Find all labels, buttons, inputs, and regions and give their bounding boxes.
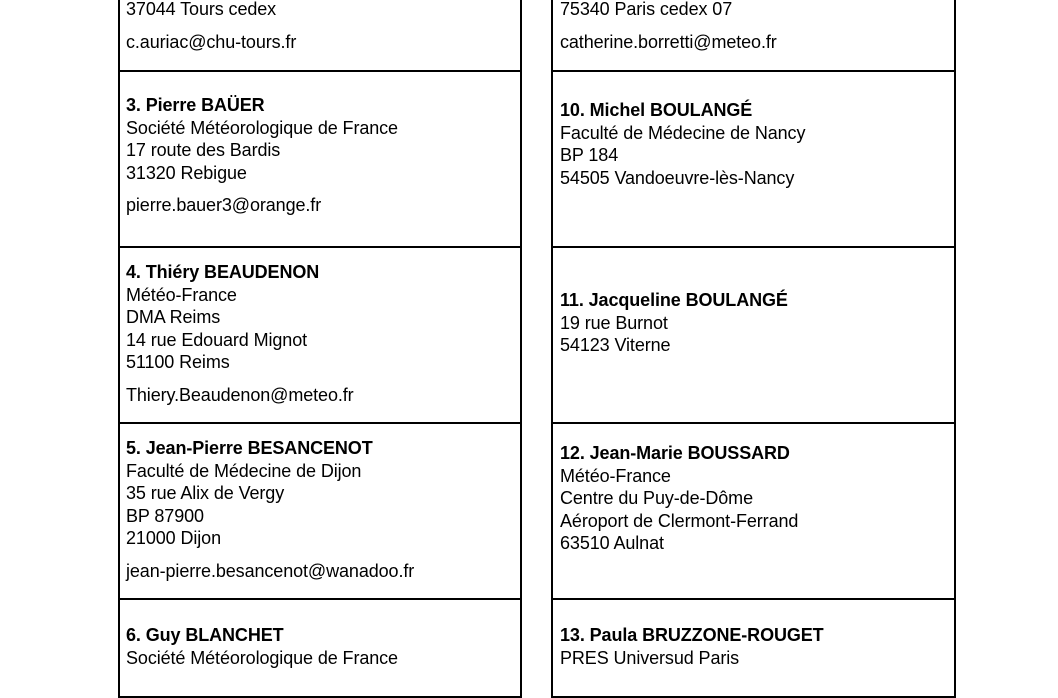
contact-entry-michel-boulange (560, 99, 805, 189)
address-line: Faculté de Médecine de Nancy (560, 122, 806, 143)
contact-entry-boussard (560, 442, 798, 555)
contact-entry-auriac (126, 0, 296, 53)
email-link[interactable]: pierre.bauer3@orange.fr (126, 195, 322, 215)
contact-entry-jacqueline-boulange (560, 289, 788, 357)
address-line: PRES Universud Paris (560, 647, 740, 668)
contact-entry-beaudenon (126, 261, 354, 406)
address-line: 51100 Reims (126, 352, 230, 372)
address-line: 14 rue Edouard Mignot (126, 329, 308, 350)
address-line: Météo-France (126, 284, 237, 305)
address-line: 17 route des Bardis (126, 140, 281, 160)
email-link[interactable]: Thiery.Beaudenon@meteo.fr (126, 384, 354, 405)
contact-entry-borretti (560, 0, 777, 53)
contact-name: 11. Jacqueline BOULANGÉ (560, 290, 788, 310)
address-line: 37044 Tours cedex (126, 0, 277, 19)
contact-entry-blanchet (126, 624, 398, 669)
address-line: BP 87900 (126, 505, 204, 526)
address-line: 35 rue Alix de Vergy (126, 483, 285, 503)
address-line: DMA Reims (126, 307, 221, 327)
contact-entry-bruzzone-rouget (560, 624, 824, 669)
address-line: Société Météorologique de France (126, 647, 398, 668)
address-line: 75340 Paris cedex 07 (560, 0, 733, 19)
email-link[interactable]: jean-pierre.besancenot@wanadoo.fr (126, 560, 415, 581)
email-link[interactable]: catherine.borretti@meteo.fr (560, 31, 777, 52)
contact-name: 10. Michel BOULANGÉ (560, 100, 753, 120)
address-line: 19 rue Burnot (560, 312, 668, 333)
contact-name: 6. Guy BLANCHET (126, 625, 284, 645)
address-line: 21000 Dijon (126, 528, 221, 548)
contact-name: 4. Thiéry BEAUDENON (126, 262, 320, 282)
contact-name: 13. Paula BRUZZONE-ROUGET (560, 625, 824, 645)
address-line: Faculté de Médecine de Dijon (126, 460, 362, 481)
address-line: BP 184 (560, 145, 619, 165)
contact-entry-bauer (126, 94, 398, 217)
contact-name: 12. Jean-Marie BOUSSARD (560, 443, 790, 463)
address-line: 63510 Aulnat (560, 533, 664, 553)
address-line: 54505 Vandoeuvre-lès-Nancy (560, 167, 795, 188)
email-link[interactable]: c.auriac@chu-tours.fr (126, 31, 297, 52)
address-line: Météo-France (560, 465, 671, 486)
contact-name: 3. Pierre BAÜER (126, 95, 265, 115)
address-line: Société Météorologique de France (126, 117, 398, 138)
contact-entry-besancenot (126, 437, 414, 582)
address-line: 31320 Rebigue (126, 162, 247, 183)
address-line: 54123 Viterne (560, 335, 671, 355)
contact-name: 5. Jean-Pierre BESANCENOT (126, 438, 373, 458)
address-line: Centre du Puy-de-Dôme (560, 488, 753, 508)
address-line: Aéroport de Clermont-Ferrand (560, 510, 799, 531)
